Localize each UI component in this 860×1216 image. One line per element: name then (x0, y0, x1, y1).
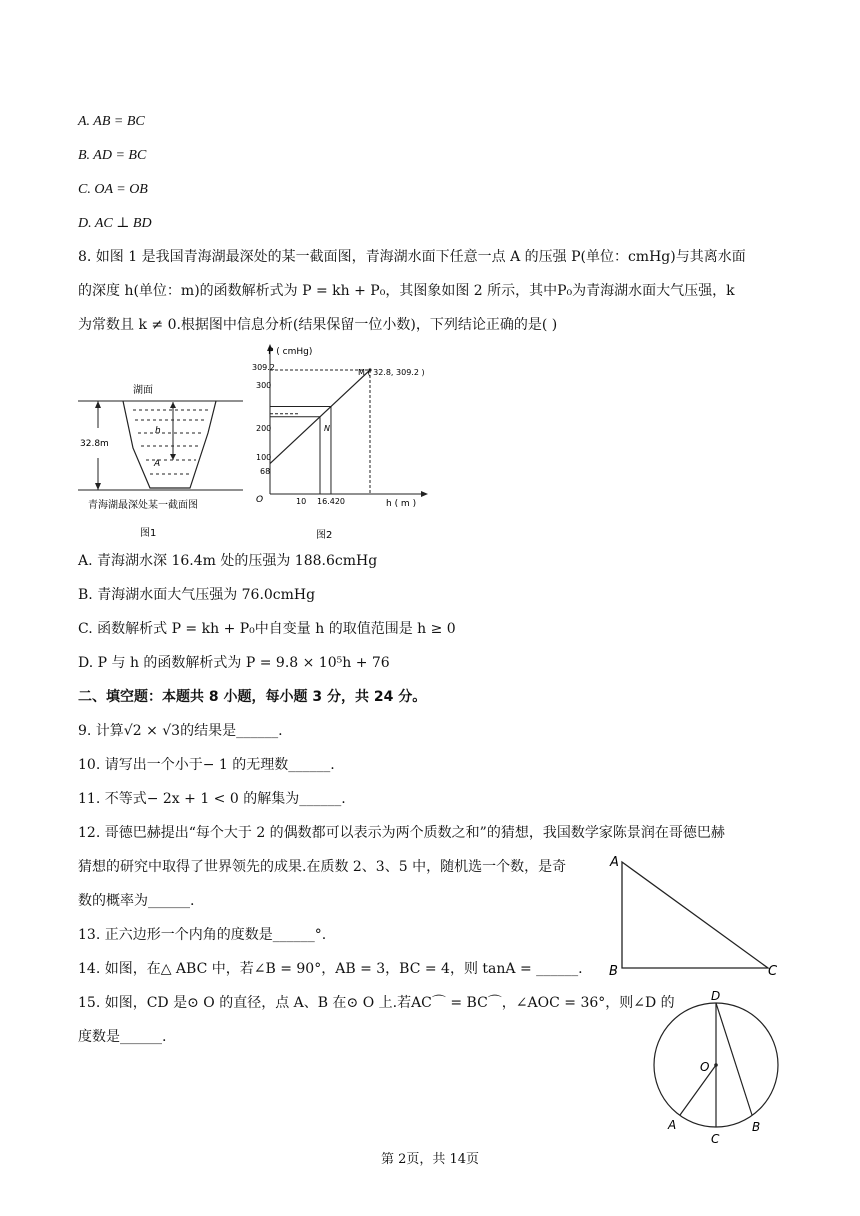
depth-label: 32.8m (80, 439, 109, 449)
x-tick-label: 16.420 (317, 497, 345, 506)
question-15-line1: 15. 如图，CD 是⊙ O 的直径，点 A、B 在⊙ O 上.若AC⌒ = BC⌒，∠AOC = 36°，则∠D 的 (78, 995, 675, 1011)
center-o-label: O (700, 1060, 710, 1074)
page-footer: 第 2页，共 14页 (380, 1152, 480, 1167)
triangle-figure (600, 848, 790, 983)
question-12-line2: 猜想的研究中取得了世界领先的成果.在质数 2、3、5 中，随机选一个数，是奇 (78, 859, 567, 875)
q8-text-line2: 的深度 h(单位：m)的函数解析式为 P = kh + P₀，其图象如图 2 所示，其中P₀为青海湖水面大气压强，k (78, 283, 735, 299)
point-a-label: A (154, 459, 161, 469)
question-13: 13. 正六边形一个内角的度数是______°. (78, 927, 327, 943)
question-10: 10. 请写出一个小于− 1 的无理数______. (78, 757, 335, 773)
y-tick-label: 300 (256, 381, 272, 390)
x-tick-label: 10 (296, 497, 307, 506)
origin-label: O (256, 495, 264, 505)
option-q7-b: B. AD = BC (78, 148, 147, 163)
question-11: 11. 不等式− 2x + 1 < 0 的解集为______. (78, 791, 346, 807)
x-axis-arrow (421, 491, 428, 497)
point-c-label: C (711, 1132, 720, 1146)
question-12-line1: 12. 哥德巴赫提出“每个大于 2 的偶数都可以表示为两个质数之和”的猜想，我国数学家陈景润在哥德巴赫 (78, 825, 725, 841)
option-q7-a: A. AB = BC (78, 114, 145, 129)
y-tick-label: 68 (260, 467, 271, 476)
option-q7-c: C. OA = OB (78, 182, 148, 197)
point-b-label: B (752, 1120, 761, 1134)
fig1-caption: 图1 (140, 528, 157, 539)
x-axis-label: h ( m ) (386, 499, 417, 509)
option-q7-d: D. AC ⊥ BD (78, 216, 152, 231)
h-label: h (155, 426, 161, 436)
y-tick-label: 100 (256, 453, 272, 462)
q8-text-line1: 8. 如图 1 是我国青海湖最深处的某一截面图，青海湖水面下任意一点 A 的压强 P(单位：cmHg)与其离水面 (78, 249, 746, 265)
question-14: 14. 如图，在△ ABC 中，若∠B = 90°，AB = 3，BC = 4，则 tanA = ______. (78, 961, 583, 977)
section-heading: 二、填空题：本题共 8 小题，每小题 3 分，共 24 分。 (78, 689, 427, 705)
y-tick-label: 309.2 (252, 363, 275, 372)
option-q8-d: D. P 与 h 的函数解析式为 P = 9.8 × 10⁵h + 76 (78, 655, 390, 671)
lake-surface-label: 湖面 (133, 385, 153, 396)
y-tick-label: 200 (256, 424, 272, 433)
point-n-label: N (324, 424, 330, 433)
option-q8-b: B. 青海湖水面大气压强为 76.0cmHg (78, 587, 316, 603)
question-12-line3: 数的概率为______. (78, 893, 195, 909)
question-9: 9. 计算√2 × √3的结果是______. (78, 723, 283, 739)
fig1-inner-caption: 青海湖最深处某一截面图 (88, 500, 198, 511)
figure-1-lake-section (78, 378, 248, 543)
option-q8-c: C. 函数解析式 P = kh + P₀中自变量 h 的取值范围是 h ≥ 0 (78, 621, 456, 637)
option-q8-a: A. 青海湖水深 16.4m 处的压强为 188.6cmHg (78, 553, 378, 569)
y-axis-label: P ( cmHg) (268, 347, 313, 357)
q8-text-line3: 为常数且 k ≠ 0.根据图中信息分析(结果保留一位小数)，下列结论正确的是( ) (78, 317, 558, 333)
vertex-a-label: A (610, 855, 619, 870)
point-m-label: M ( 32.8, 309.2 ) (358, 368, 425, 377)
vertex-b-label: B (609, 964, 618, 979)
question-15-line2: 度数是______. (78, 1029, 167, 1045)
fig2-caption: 图2 (316, 530, 333, 541)
point-a-label: A (668, 1118, 677, 1132)
figure-2-graph (246, 342, 436, 542)
vertex-c-label: C (768, 964, 778, 979)
circle-figure (648, 985, 788, 1150)
chart-layer (267, 344, 428, 497)
point-d-label: D (711, 989, 721, 1003)
